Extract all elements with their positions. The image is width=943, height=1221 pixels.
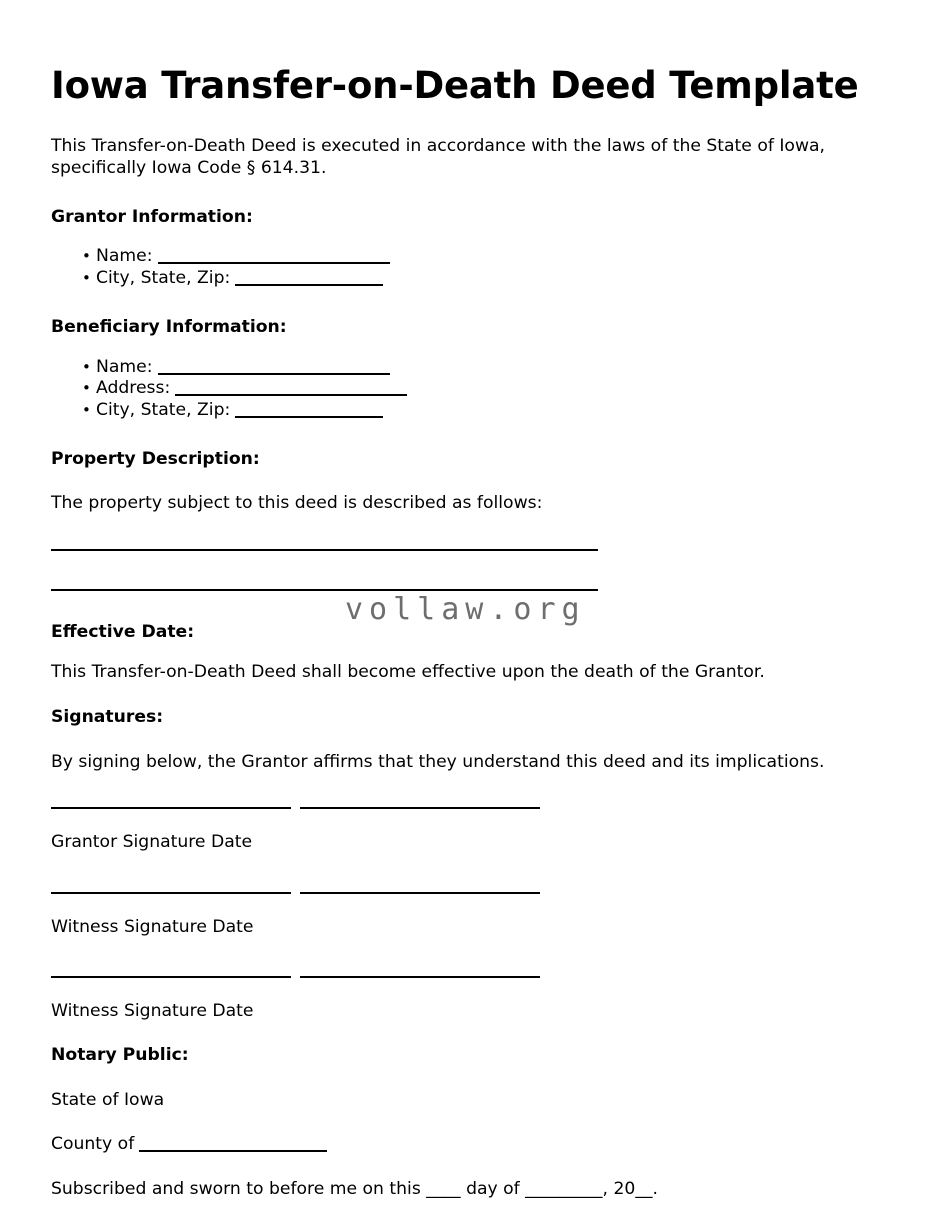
section-heading-beneficiary: Beneficiary Information: bbox=[51, 317, 287, 338]
list-item bbox=[51, 268, 891, 290]
spacer bbox=[51, 809, 891, 831]
spacer bbox=[51, 515, 891, 549]
spacer bbox=[51, 643, 891, 661]
spacer bbox=[51, 290, 891, 316]
blank-field-grantor-signature[interactable] bbox=[51, 807, 291, 809]
blank-field-beneficiary-city-state-zip[interactable] bbox=[235, 416, 383, 418]
spacer bbox=[51, 684, 891, 706]
notary-county-line bbox=[51, 1133, 891, 1156]
list-item bbox=[51, 400, 891, 422]
field-label-beneficiary-address: Address: bbox=[96, 378, 171, 399]
spacer bbox=[51, 1067, 891, 1089]
property-description-intro: The property subject to this deed is described as follows: bbox=[51, 493, 543, 514]
page-title: Iowa Transfer-on-Death Deed Template bbox=[51, 64, 859, 107]
watermark-vollaw-org: vollaw.org bbox=[345, 592, 586, 627]
blank-field-beneficiary-address[interactable] bbox=[175, 394, 407, 396]
spacer bbox=[51, 1111, 891, 1133]
spacer bbox=[51, 1201, 891, 1221]
spacer bbox=[51, 551, 891, 589]
blank-field-witness-2-signature[interactable] bbox=[51, 976, 291, 978]
field-label-beneficiary-city-state-zip: City, State, Zip: bbox=[96, 400, 231, 421]
spacer bbox=[51, 854, 891, 892]
blank-field-notary-county[interactable] bbox=[139, 1150, 327, 1152]
signature-label-grantor: Grantor Signature Date bbox=[51, 832, 253, 853]
blank-field-grantor-name[interactable] bbox=[158, 262, 390, 264]
spacer bbox=[51, 228, 891, 246]
blank-field-beneficiary-name[interactable] bbox=[158, 373, 390, 375]
beneficiary-field-list bbox=[51, 357, 891, 423]
blank-field-witness-1-signature[interactable] bbox=[51, 892, 291, 894]
section-heading-signatures: Signatures: bbox=[51, 707, 164, 728]
notary-state-line: State of Iowa bbox=[51, 1089, 165, 1110]
document-content bbox=[51, 0, 891, 1221]
effective-date-text: This Transfer-on-Death Deed shall become effective upon the death of the Grantor. bbox=[51, 662, 765, 683]
grantor-field-list bbox=[51, 246, 891, 290]
notary-county-label: County of bbox=[51, 1134, 135, 1155]
spacer bbox=[51, 470, 891, 492]
section-heading-grantor: Grantor Information: bbox=[51, 207, 253, 228]
notary-sworn-line: Subscribed and sworn to before me on this ____ day of _________, 20__. bbox=[51, 1179, 658, 1200]
signature-label-witness-2: Witness Signature Date bbox=[51, 1000, 254, 1021]
blank-field-witness-2-date[interactable] bbox=[300, 976, 540, 978]
spacer bbox=[51, 1156, 891, 1178]
section-heading-property-description: Property Description: bbox=[51, 449, 260, 470]
blank-field-witness-1-date[interactable] bbox=[300, 892, 540, 894]
spacer bbox=[51, 1022, 891, 1044]
spacer bbox=[51, 591, 891, 621]
section-heading-effective-date: Effective Date: bbox=[51, 622, 195, 643]
spacer bbox=[51, 729, 891, 751]
spacer bbox=[51, 894, 891, 916]
list-item bbox=[51, 246, 891, 268]
spacer bbox=[51, 180, 891, 206]
spacer bbox=[51, 938, 891, 976]
section-heading-notary-public: Notary Public: bbox=[51, 1045, 189, 1066]
field-label-beneficiary-name: Name: bbox=[96, 356, 153, 377]
field-label-grantor-name: Name: bbox=[96, 246, 153, 267]
intro-paragraph: This Transfer-on-Death Deed is executed in accordance with the laws of the State of Iowa, specifically Iowa Code § 614.31. bbox=[51, 135, 826, 179]
list-item bbox=[51, 378, 891, 400]
spacer bbox=[51, 422, 891, 448]
blank-field-grantor-date[interactable] bbox=[300, 807, 540, 809]
signature-label-witness-1: Witness Signature Date bbox=[51, 916, 254, 937]
blank-field-grantor-city-state-zip[interactable] bbox=[235, 284, 383, 286]
signatures-statement: By signing below, the Grantor affirms that they understand this deed and its implications. bbox=[51, 751, 825, 772]
spacer bbox=[51, 339, 891, 357]
list-item bbox=[51, 357, 891, 379]
spacer bbox=[51, 978, 891, 1000]
spacer bbox=[51, 773, 891, 807]
field-label-grantor-city-state-zip: City, State, Zip: bbox=[96, 268, 231, 289]
